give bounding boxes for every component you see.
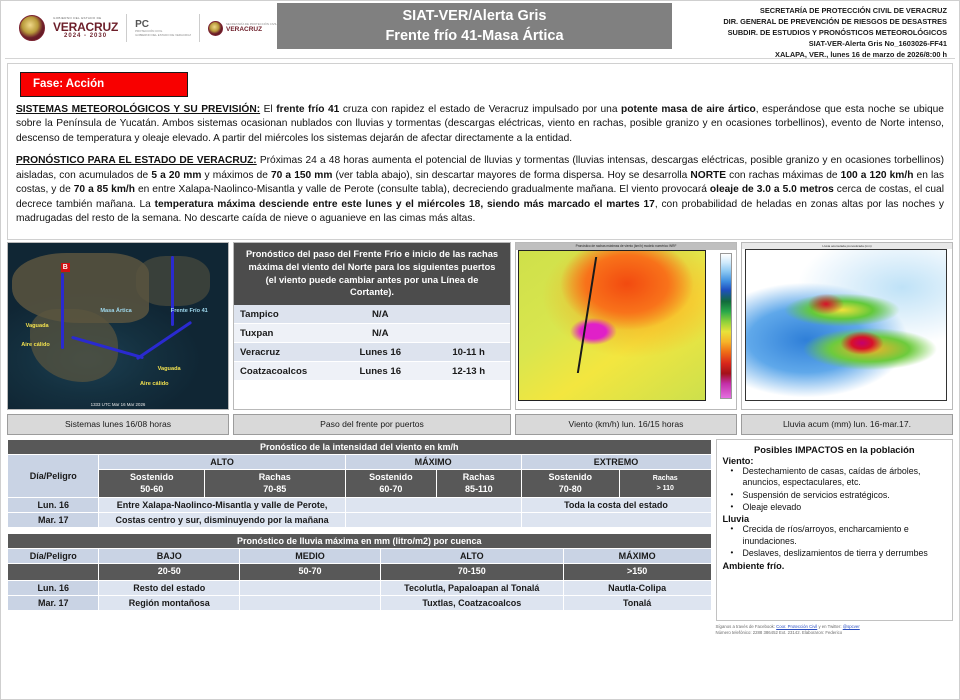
impacts-rain-list bbox=[727, 524, 947, 559]
p2-text-i: , con probabilidad de heladas en zonas altas por las noches y madrugadas del resto de la semana. No descarte caída de nieve o aguanieve en las cimas más altas. bbox=[16, 198, 944, 225]
wind-sub-range: > 110 bbox=[656, 484, 674, 492]
label-aire-calido: Aire cálido bbox=[21, 342, 50, 349]
port-name: Tuxpan bbox=[234, 324, 333, 343]
port-name: Tampico bbox=[234, 305, 333, 324]
satellite-map-image bbox=[8, 243, 228, 409]
label-aire-calido-2: Aire cálido bbox=[140, 380, 169, 387]
wind-sub-alto-sostenido bbox=[99, 469, 205, 497]
list-item: • Deslaves, deslizamientos de tierra y derrumbes bbox=[743, 548, 947, 560]
spc-logo-top: SECRETARÍA DE PROTECCIÓN CIVIL bbox=[225, 21, 278, 26]
satellite-map-panel bbox=[7, 242, 229, 410]
gov-logo-title: VERACRUZ bbox=[53, 20, 119, 35]
wind-model-map-panel bbox=[515, 242, 737, 410]
p1-bold-front: frente frío 41 bbox=[276, 104, 340, 115]
impacts-rain-label: Lluvia bbox=[722, 514, 750, 525]
wind-row-alto: Entre Xalapa-Naolinco-Misantla y valle de Perote, bbox=[99, 498, 345, 513]
table-row bbox=[234, 305, 510, 324]
wind-sub-extremo-rachas bbox=[620, 469, 712, 497]
ports-forecast-panel bbox=[233, 242, 511, 410]
paragraph-forecast bbox=[16, 154, 944, 226]
p1-bold-airmass: potente masa de aire ártico bbox=[621, 104, 756, 115]
impacts-footer: Ambiente frío. bbox=[722, 560, 785, 571]
wind-sub-range: 50-60 bbox=[140, 483, 164, 494]
p1-text-c: cruza con rapidez el estado de Veracruz impulsado por una bbox=[339, 104, 622, 115]
bulletin-datetime: XALAPA, VER., lunes 16 de marzo de 2026/8:00 h bbox=[775, 50, 947, 60]
status-badge: Fase: Acción bbox=[20, 72, 188, 97]
p2-bold-norte: NORTE bbox=[690, 169, 727, 181]
ports-panel-heading: Pronóstico del paso del Frente Frío e inicio de las rachas máxima del viento del Norte para los siguientes puertos (el viento puede cambiar antes por una Línea de Cortante). bbox=[234, 243, 510, 305]
bulletin-number: SIAT-VER-Alerta Gris No_1603026-FF41 bbox=[808, 39, 947, 49]
bulletin-title-banner bbox=[277, 3, 672, 49]
p2-text-a: Próximas 24 a 48 horas aumenta el potencial de lluvias y tormentas (lluvias intensas, descargas eléctricas, posible granizo y en ocasiones torbellinos) aisladas, con acumulados de bbox=[16, 155, 944, 181]
wind-colorbar bbox=[720, 253, 732, 399]
wind-sub-kind: Sostenido bbox=[548, 471, 593, 482]
gov-logo-small-text: GOBIERNO DEL ESTADO DE bbox=[53, 15, 102, 20]
wind-contour-field bbox=[518, 250, 706, 401]
bulletin-title-line2: Frente frío 41-Masa Ártica bbox=[385, 28, 564, 44]
rain-level-bajo: BAJO bbox=[99, 549, 240, 564]
p2-text-f: en las costas, y de bbox=[16, 169, 944, 196]
rain-level-alto: ALTO bbox=[380, 549, 563, 564]
impacts-column bbox=[716, 439, 954, 637]
contact-line: Número telefónico: 2288 386452 Ext. 23142. Elaboraron: Federico bbox=[715, 630, 843, 636]
rain-range-blank bbox=[8, 564, 99, 581]
port-day: Lunes 16 bbox=[333, 343, 427, 362]
rain-row-bajo: Resto del estado bbox=[99, 580, 240, 595]
wind-group-extremo: EXTREMO bbox=[521, 454, 711, 469]
rain-forecast-table bbox=[7, 533, 712, 611]
rain-row-day: Lun. 16 bbox=[8, 580, 99, 595]
wind-sub-kind: Sostenido bbox=[129, 471, 174, 482]
rain-row-day: Mar. 17 bbox=[8, 595, 99, 610]
page-header bbox=[1, 1, 959, 60]
wind-table-title: Pronóstico de la intensidad del viento en km/h bbox=[8, 439, 712, 454]
wind-table-subheader-row bbox=[8, 469, 712, 497]
caption-ports: Paso del frente por puertos bbox=[233, 414, 511, 435]
p2-bold-waves: oleaje de 3.0 a 5.0 metros bbox=[709, 184, 834, 196]
wind-table-group-row bbox=[8, 454, 712, 469]
rain-row-maximo: Nautla-Colipa bbox=[563, 580, 711, 595]
rain-row-bajo: Región montañosa bbox=[99, 595, 240, 610]
p1-text-a: El bbox=[260, 104, 277, 115]
wind-sub-kind: Rachas bbox=[652, 475, 678, 483]
paragraph-systems bbox=[16, 103, 944, 146]
wind-sub-range: 70-80 bbox=[558, 483, 582, 494]
rain-range-alto: 70-150 bbox=[380, 564, 563, 581]
caption-systems: Sistemas lunes 16/08 horas bbox=[7, 414, 229, 435]
wind-sub-maximo-sostenido bbox=[345, 469, 436, 497]
image-panel-row bbox=[7, 242, 953, 410]
wind-row-extremo: Toda la costa del estado bbox=[521, 498, 711, 513]
rain-row-alto: Tecolutla, Papaloapan al Tonalá bbox=[380, 580, 563, 595]
table-row bbox=[234, 343, 510, 362]
port-name: Veracruz bbox=[234, 343, 333, 362]
table-row bbox=[8, 513, 712, 528]
veracruz-seal-icon bbox=[19, 15, 45, 41]
port-day: N/A bbox=[333, 324, 427, 343]
coastline-overlay bbox=[577, 257, 597, 373]
wind-row-day: Mar. 17 bbox=[8, 513, 99, 528]
rain-range-maximo: >150 bbox=[563, 564, 711, 581]
logo-group bbox=[5, 3, 277, 53]
port-day: Lunes 16 bbox=[333, 362, 427, 381]
label-frente-frio: Frente Frío 41 bbox=[170, 307, 208, 314]
wind-sub-range: 70-85 bbox=[263, 483, 287, 494]
list-item: • Destechamiento de casas, caídas de árboles, anuncios, espectaculares, etc. bbox=[743, 466, 947, 489]
rain-row-medio bbox=[240, 580, 381, 595]
wind-row-alto: Costas centro y sur, disminuyendo por la mañana bbox=[99, 513, 345, 528]
low-pressure-marker: B bbox=[62, 263, 68, 271]
table-row bbox=[8, 595, 712, 610]
pc-logo bbox=[135, 19, 191, 36]
port-hours bbox=[427, 305, 510, 324]
wind-group-maximo: MÁXIMO bbox=[345, 454, 521, 469]
social-prefix: Síganos a través de Facebook: bbox=[715, 623, 777, 629]
wind-col-day: Día/Peligro bbox=[8, 454, 99, 497]
impacts-wind-list bbox=[727, 466, 947, 513]
ports-table bbox=[234, 305, 510, 381]
table-row bbox=[8, 498, 712, 513]
spc-logo bbox=[208, 21, 277, 36]
pc-logo-subtitle2: GOBIERNO DEL ESTADO DE VERACRUZ bbox=[135, 32, 191, 37]
list-item: • Crecida de ríos/arroyos, encharcamiento e inundaciones. bbox=[743, 524, 947, 547]
rain-map-title: Lluvia acumulada pronosticada (mm) bbox=[742, 243, 952, 249]
rain-level-medio: MEDIO bbox=[240, 549, 381, 564]
port-name: Coatzacoalcos bbox=[234, 362, 333, 381]
agency-line-1: SECRETARÍA DE PROTECCIÓN CIVIL DE VERACRUZ bbox=[759, 6, 947, 15]
rain-table-header-row bbox=[8, 549, 712, 564]
impacts-box bbox=[716, 439, 954, 621]
agency-line-3: SUBDIR. DE ESTUDIOS Y PRONÓSTICOS METEOROLÓGICOS bbox=[727, 28, 947, 38]
gov-logo-years: 2024 - 2030 bbox=[64, 33, 108, 40]
label-masa-artica: Masa Ártica bbox=[100, 307, 132, 314]
pc-logo-title: PC bbox=[135, 19, 149, 31]
wind-map-title: Pronóstico de rachas máximas de viento (km/h) modelo numérico WRF bbox=[516, 243, 736, 250]
rain-contour-field bbox=[745, 249, 947, 401]
rain-map-image bbox=[742, 243, 952, 409]
wind-row-maximo bbox=[345, 513, 521, 528]
rain-row-medio bbox=[240, 595, 381, 610]
p2-bold-gust-inland: 70 a 85 km/h bbox=[73, 184, 135, 196]
rain-table-title: Pronóstico de lluvia máxima en mm (litro/m2) por cuenca bbox=[8, 534, 712, 549]
logo-divider-2 bbox=[199, 14, 200, 42]
p2-text-c: y máximos de bbox=[201, 169, 271, 181]
rain-row-maximo: Tonalá bbox=[563, 595, 711, 610]
wind-sub-kind: Rachas bbox=[258, 471, 291, 482]
p1-text-d: , esperándose que esta noche se ubique sobre la Península de Yucatán. Ambos sistemas ocasionan nublados con lluvias y tormentas (descargas eléctricas, viento en rachas, posible granizo y en ocasiones torbellinos), evento de Norte intenso, descenso de temperatura y oleaje elevado. A partir del miércoles los sistemas dejarán de afectar directamente a la entidad. bbox=[16, 104, 944, 144]
pc-logo-subtitle: PROTECCIÓN CIVIL bbox=[135, 29, 163, 34]
wind-sub-range: 85-110 bbox=[465, 483, 493, 494]
p2-bold-accum: 5 a 20 mm bbox=[151, 169, 202, 181]
spc-seal-icon bbox=[208, 21, 223, 36]
wind-map-image bbox=[516, 243, 736, 409]
wind-table-title-row bbox=[8, 439, 712, 454]
rain-row-alto: Tuxtlas, Coatzacoalcos bbox=[380, 595, 563, 610]
rain-level-maximo: MÁXIMO bbox=[563, 549, 711, 564]
port-hours bbox=[427, 324, 510, 343]
paragraph-forecast-heading: PRONÓSTICO PARA EL ESTADO DE VERACRUZ: bbox=[16, 155, 257, 167]
facebook-link[interactable]: Coor. Protección Civil bbox=[776, 623, 818, 629]
twitter-link[interactable]: @spcver bbox=[842, 623, 860, 629]
satellite-timestamp: 1333 UTC Mar 16 Mar 2026 bbox=[90, 401, 146, 407]
paragraph-systems-heading: SISTEMAS METEOROLÓGICOS Y SU PREVISIÓN: bbox=[16, 104, 261, 115]
wind-group-alto: ALTO bbox=[99, 454, 345, 469]
wind-intensity-table bbox=[7, 439, 712, 533]
agency-line-2: DIR. GENERAL DE PREVENCIÓN DE RIESGOS DE DESASTRES bbox=[723, 17, 947, 27]
wind-row-day: Lun. 16 bbox=[8, 498, 99, 513]
table-row bbox=[234, 324, 510, 343]
impacts-wind-label: Viento: bbox=[722, 455, 754, 466]
list-item: • Suspensión de servicios estratégicos. bbox=[743, 490, 947, 502]
caption-rain: Lluvia acum (mm) lun. 16-mar.17. bbox=[741, 414, 953, 435]
port-hours: 10-11 h bbox=[427, 343, 510, 362]
wind-sub-alto-rachas bbox=[204, 469, 345, 497]
wind-sub-extremo-sostenido bbox=[521, 469, 619, 497]
agency-identification bbox=[672, 3, 955, 61]
forecast-text-box bbox=[7, 63, 953, 240]
rain-range-bajo: 20-50 bbox=[99, 564, 240, 581]
table-row bbox=[234, 362, 510, 381]
social-mid: y en Twitter: bbox=[817, 623, 843, 629]
p2-text-h: cerca de costas, el cual decrece también mañana. La bbox=[16, 184, 944, 210]
gov-logo bbox=[53, 17, 118, 39]
p2-text-d: (ver tabla abajo), sin descartar mayores de forma dispersa. Hoy se desarrolla bbox=[332, 169, 691, 181]
wind-row-maximo bbox=[345, 498, 521, 513]
rain-table-title-row bbox=[8, 534, 712, 549]
p2-text-e: con rachas máximas de bbox=[726, 169, 841, 181]
panel-caption-row bbox=[7, 414, 953, 435]
bottom-section bbox=[7, 439, 953, 637]
rain-colorbar bbox=[745, 402, 947, 408]
caption-wind: Viento (km/h) lun. 16/15 horas bbox=[515, 414, 737, 435]
list-item: • Oleaje elevado bbox=[743, 502, 947, 514]
impacts-title: Posibles IMPACTOS en la población bbox=[753, 443, 915, 455]
forecast-tables-column bbox=[7, 439, 712, 611]
rain-range-medio: 50-70 bbox=[240, 564, 381, 581]
p2-text-g: en entre Xalapa-Naolinco-Misantla y valle de Perote (consulte tabla), decreciendo gradualmente mañana. El viento provocará bbox=[134, 184, 710, 196]
spc-logo-title: VERACRUZ bbox=[225, 26, 263, 34]
port-day: N/A bbox=[333, 305, 427, 324]
table-row bbox=[8, 580, 712, 595]
rain-accumulation-map-panel bbox=[741, 242, 953, 410]
label-vaguada-left: Vaguada bbox=[25, 322, 49, 329]
p2-bold-gust-coast: 100 a 120 km/h bbox=[840, 169, 914, 181]
social-footer bbox=[716, 624, 954, 637]
port-hours: 12-13 h bbox=[427, 362, 510, 381]
wind-sub-range: 60-70 bbox=[379, 483, 403, 494]
p2-bold-max: 70 a 150 mm bbox=[271, 169, 333, 181]
wind-sub-maximo-rachas bbox=[437, 469, 521, 497]
bulletin-title-line1: SIAT-VER/Alerta Gris bbox=[402, 8, 547, 24]
label-vaguada-right: Vaguada bbox=[157, 365, 181, 372]
wind-row-extremo bbox=[521, 513, 711, 528]
rain-col-day: Día/Peligro bbox=[8, 549, 99, 564]
logo-divider bbox=[126, 14, 127, 42]
wind-sub-kind: Sostenido bbox=[369, 471, 413, 482]
p2-bold-temp: temperatura máxima desciende entre este lunes y el miércoles 18, siendo más marcado el martes 17 bbox=[154, 198, 655, 210]
wind-sub-kind: Rachas bbox=[462, 471, 495, 482]
rain-table-range-row bbox=[8, 564, 712, 581]
